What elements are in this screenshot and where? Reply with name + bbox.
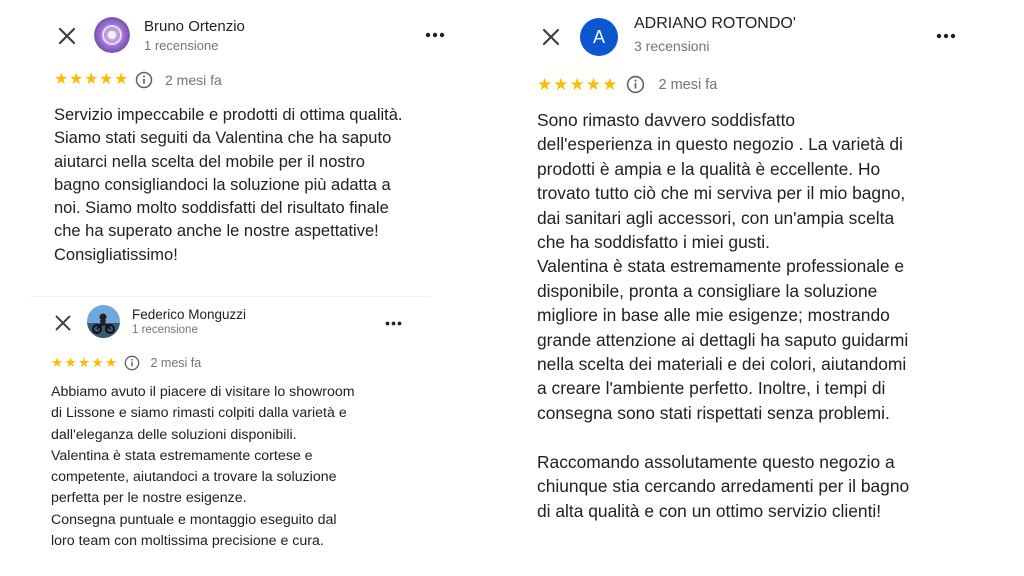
rating-row [537, 75, 717, 94]
review-text: Abbiamo avuto il piacere di visitare lo showroom di Lissone e siamo rimasti colpiti dalla varietà e dall'eleganza delle soluzioni disponibili. Valentina è stata estremamente cortese e competente, aiutandoci a trovare la soluzione perfetta per le nostre esigenze. Consegna puntuale e montaggio eseguito dal loro team con moltissima precisione e cura. [51, 384, 355, 550]
star-icon: ★ [78, 355, 91, 371]
star-rating [537, 76, 618, 93]
close-icon[interactable] [539, 25, 563, 49]
author-name[interactable]: ADRIANO ROTONDO' [634, 15, 796, 32]
star-icon: ★ [105, 355, 118, 371]
star-icon: ★ [54, 71, 69, 88]
author-review-count: 1 recensione [132, 324, 198, 336]
star-icon: ★ [537, 75, 553, 94]
review-date: 2 mesi fa [658, 76, 718, 93]
author-review-count: 3 recensioni [634, 38, 710, 54]
star-icon: ★ [553, 75, 569, 94]
star-icon: ★ [84, 71, 99, 88]
info-icon[interactable] [626, 75, 645, 94]
review-text: Sono rimasto davvero soddisfatto dell'esperienza in questo negozio . La varietà di prodotti è ampia e la qualità è eccellente. Ho trovato tutto ciò che mi serviva per il mio bagno, dai sanitari agli accessori, con un'ampia scelta che ha soddisfatto i miei gusti. Valentina è stata estremamente professionale e disponibile, pronta a consigliare la soluzione migliore in base alle mie esigenze; mostrando grande attenzione ai dettagli ha saputo guidarmi nella scelta dei materiali e dei colori, aiutandomi a creare l'ambiente perfetto. Inoltre, i tempi di consegna sono stati rispettati senza problemi. Raccomando assolutamente questo negozio a chiunque stia cercando arredamenti per il bagno di alta qualità e con un ottimo servizio clienti! [537, 110, 910, 521]
review-date: 2 mesi fa [165, 72, 222, 88]
star-icon: ★ [99, 71, 114, 88]
author-name[interactable]: Bruno Ortenzio [144, 18, 245, 35]
star-icon: ★ [91, 355, 104, 371]
star-icon: ★ [64, 355, 77, 371]
star-icon: ★ [602, 75, 618, 94]
star-icon: ★ [585, 75, 602, 94]
star-icon: ★ [69, 71, 84, 88]
review-text: Servizio impeccabile e prodotti di ottima qualità. Siamo stati seguiti da Valentina che ha saputo aiutarci nella scelta del mobile per il nostro bagno consigliandoci la soluzione più adatta a noi. Siamo molto soddisfatti del risultato finale che ha superato anche le nostre aspettative! Consigliatissimo! [54, 106, 403, 264]
review-date: 2 mesi fa [150, 356, 202, 370]
star-icon: ★ [569, 75, 585, 94]
author-review-count: 1 recensione [144, 38, 219, 53]
star-icon: ★ [114, 71, 129, 88]
star-icon: ★ [51, 355, 64, 371]
more-options-icon[interactable] [934, 24, 958, 48]
author-name[interactable]: Federico Monguzzi [132, 307, 247, 322]
avatar-letter[interactable]: A [580, 18, 618, 56]
